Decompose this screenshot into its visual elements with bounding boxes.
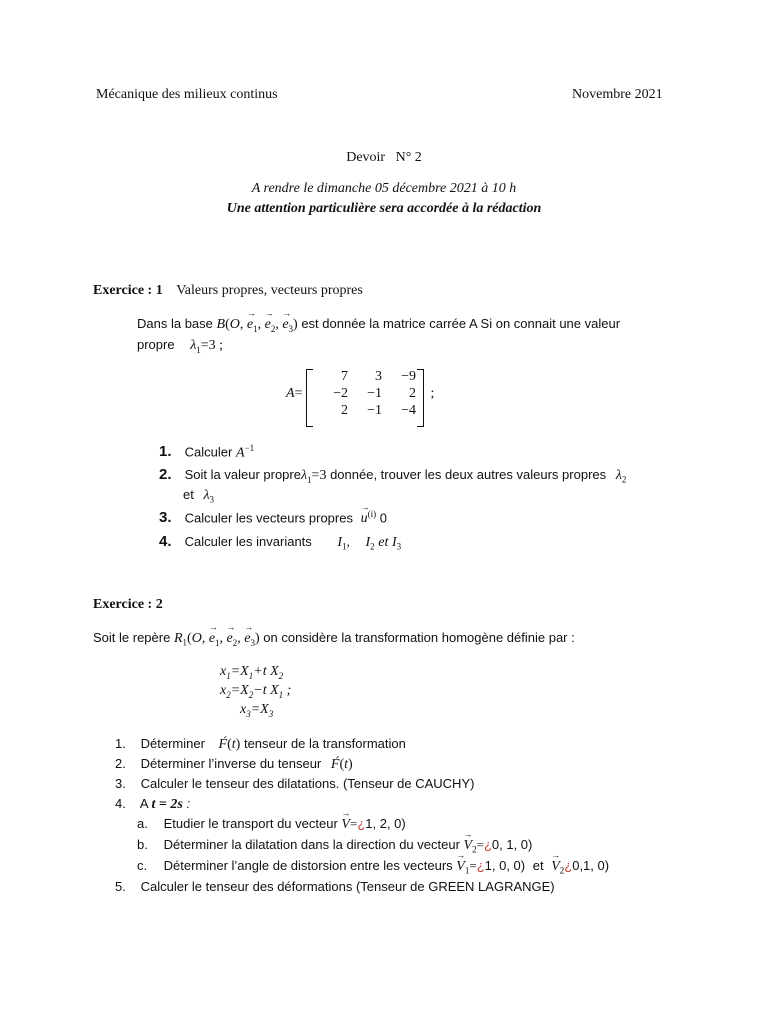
equation-x2: $x_2=X_2-t$ $X_1$ ;: [220, 683, 292, 700]
matrix-cell: 7: [340, 369, 348, 384]
ex2-item-4: 4. A t = 2s :: [115, 796, 191, 812]
exercise-1-heading: [93, 283, 363, 299]
header-date: Novembre 2021: [572, 87, 663, 102]
exercise-2-label: Exercice : 2: [93, 597, 163, 612]
matrix-cell: −1: [367, 403, 382, 418]
ex2-item-3: 3. Calculer le tenseur des dilatations. (Tenseur de CAUCHY): [115, 776, 475, 791]
exercise-1-label: Exercice : 1: [93, 283, 163, 298]
deadline: A rendre le dimanche 05 décembre 2021 à 10 h: [251, 181, 517, 196]
equation-x1: $x_1=X_1+t$ $X_2$: [220, 664, 284, 681]
basis-formula: B: [216, 317, 226, 332]
ex2-item-2: 2. Déterminer l’inverse du tenseur F́(t): [115, 756, 353, 772]
matrix-body: [306, 369, 424, 419]
matrix-cell: −1: [367, 386, 382, 401]
intro-text-c: propre: [137, 337, 175, 352]
exercise-1-intro-line2: [137, 337, 223, 355]
matrix-cell: 3: [374, 369, 382, 384]
ex1-item-3: 3. Calculer les vecteurs propres → $u^{(i)}$ 0: [159, 509, 387, 527]
ex1-item-4: 4. Calculer les invariants $I_1$, $I_2$ et $I_3$: [159, 533, 402, 552]
matrix-a: A= 7 3 −9 −2 −1 2 2 −1 −4 ;: [286, 369, 434, 419]
ex1-item-2-cont: et $\lambda_3$: [183, 487, 215, 505]
ex2-item-1: 1. Déterminer F́(t) tenseur de la transformation: [115, 736, 406, 752]
intro-text-b: est donnée la matrice carrée A Si on connait une valeur: [301, 316, 621, 331]
ex2-subitem-b: b. Déterminer la dilatation dans la direction du vecteur → $V_2=¿0$, 1, 0): [137, 837, 532, 855]
matrix-cell: −2: [333, 386, 348, 401]
course-title: Mécanique des milieux continus: [96, 87, 278, 102]
ex2-subitem-a: a. Etudier le transport du vecteur → V=¿1, 2, 0): [137, 816, 406, 833]
equation-x3: $x_3=X_3$: [240, 702, 274, 719]
intro-text-a: Dans la base: [137, 316, 213, 331]
lambda1-value: $\lambda_1=3$ ;: [190, 338, 224, 355]
matrix-cell: −9: [401, 369, 416, 384]
writing-note: Une attention particulière sera accordée à la rédaction: [226, 201, 542, 216]
exercise-1-intro: Dans la base B(O, → $e_1$, → $e_2$, → $e_3$) est donnée la matrice carrée A Si on connait une valeur: [137, 316, 620, 334]
matrix-cell: 2: [408, 386, 416, 401]
exercise-1-topic: Valeurs propres, vecteurs propres: [176, 283, 363, 298]
ex2-item-5: 5. Calculer le tenseur des déformations (Tenseur de GREEN LAGRANGE): [115, 879, 555, 894]
exercise-2-intro: Soit le repère $R_1(O$, → $e_1$, → $e_2$, → $e_3$) on considère la transformation homogène définie par :: [93, 630, 575, 648]
ex1-item-1: 1. Calculer $A^{-1}$: [159, 443, 255, 461]
devoir-title: Devoir N° 2: [346, 150, 422, 165]
matrix-cell: −4: [401, 403, 416, 418]
ex2-subitem-c: c. Déterminer l’angle de distorsion entre les vecteurs → $V_1=¿1$, 0, 0) et → $V_2¿0,1$, 0): [137, 858, 609, 876]
ex1-item-2: 2. Soit la valeur propreλ$_1$=3 donnée, trouver les deux autres valeurs propres $\lambda_2$: [159, 466, 627, 485]
matrix-cell: 2: [340, 403, 348, 418]
